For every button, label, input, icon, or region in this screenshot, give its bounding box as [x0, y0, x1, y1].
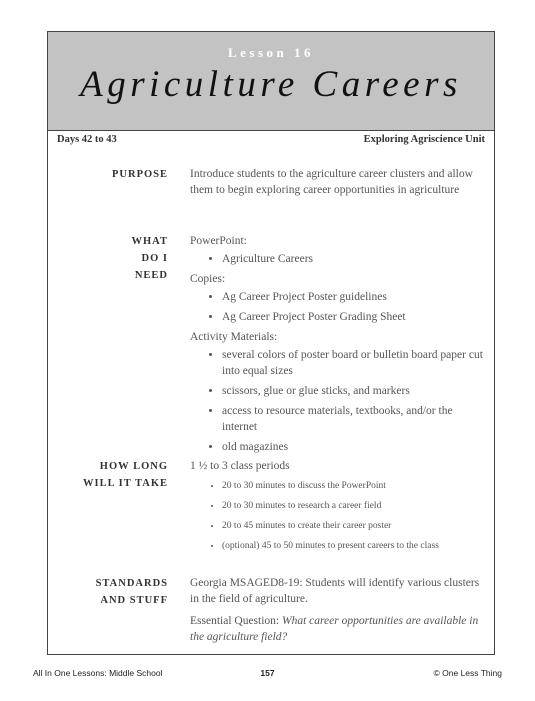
group-heading: Copies:	[190, 273, 226, 285]
list-item: • 20 to 30 minutes to discuss the PowerPoint	[222, 480, 490, 493]
group-list	[190, 289, 490, 325]
lesson-header	[48, 32, 494, 131]
eq-text: What career opportunities are available in the agriculture field?	[190, 615, 479, 643]
need-label: WHAT DO I NEED	[131, 236, 168, 281]
list-item: • 20 to 30 minutes to research a career field	[222, 500, 490, 513]
list-item: • 20 to 45 minutes to create their career poster	[222, 520, 490, 533]
list-item: • old magazines	[222, 439, 490, 455]
list-item: • Agriculture Careers	[222, 251, 490, 267]
page-number: 157	[260, 668, 275, 678]
list-item: • scissors, glue or glue sticks, and markers	[222, 383, 490, 399]
standards-content	[190, 575, 490, 645]
list-item: • (optional) 45 to 50 minutes to present careers to the class	[222, 540, 490, 553]
footer-book-title: All In One Lessons: Middle School	[33, 668, 163, 678]
days-range: Days 42 to 43	[57, 134, 117, 145]
duration-summary: 1 ½ to 3 class periods	[190, 460, 290, 472]
group-list	[190, 251, 490, 267]
standards-text: Georgia MSAGED8-19: Students will identify various clusters in the field of agriculture.	[190, 577, 480, 605]
group-list	[190, 347, 490, 455]
essential-question	[190, 613, 490, 645]
group-heading: PowerPoint:	[190, 235, 247, 247]
duration-list	[190, 480, 490, 553]
unit-name: Exploring Agriscience Unit	[363, 134, 485, 145]
lesson-title: Agriculture Careers	[80, 64, 462, 105]
lesson-number: Lesson 16	[227, 45, 315, 60]
howlong-label: HOW LONG WILL IT TAKE	[83, 461, 168, 489]
footer-copyright: © One Less Thing	[433, 668, 502, 678]
lesson-frame	[47, 31, 495, 655]
list-item: • access to resource materials, textbooks, and/or the internet	[222, 403, 490, 435]
need-content	[190, 233, 490, 459]
purpose-text: Introduce students to the agriculture career clusters and allow them to begin exploring career opportunities in agriculture	[190, 168, 473, 196]
lesson-meta	[57, 134, 485, 148]
list-item: • Ag Career Project Poster guidelines	[222, 289, 490, 305]
page-footer	[33, 668, 502, 680]
group-heading: Activity Materials:	[190, 331, 278, 343]
eq-label: Essential Question:	[190, 615, 280, 627]
howlong-content	[190, 458, 490, 560]
standards-label: STANDARDS AND STUFF	[95, 578, 168, 606]
list-item: • Ag Career Project Poster Grading Sheet	[222, 309, 490, 325]
purpose-label: PURPOSE	[111, 169, 168, 180]
list-item: • several colors of poster board or bulletin board paper cut into equal sizes	[222, 347, 490, 379]
